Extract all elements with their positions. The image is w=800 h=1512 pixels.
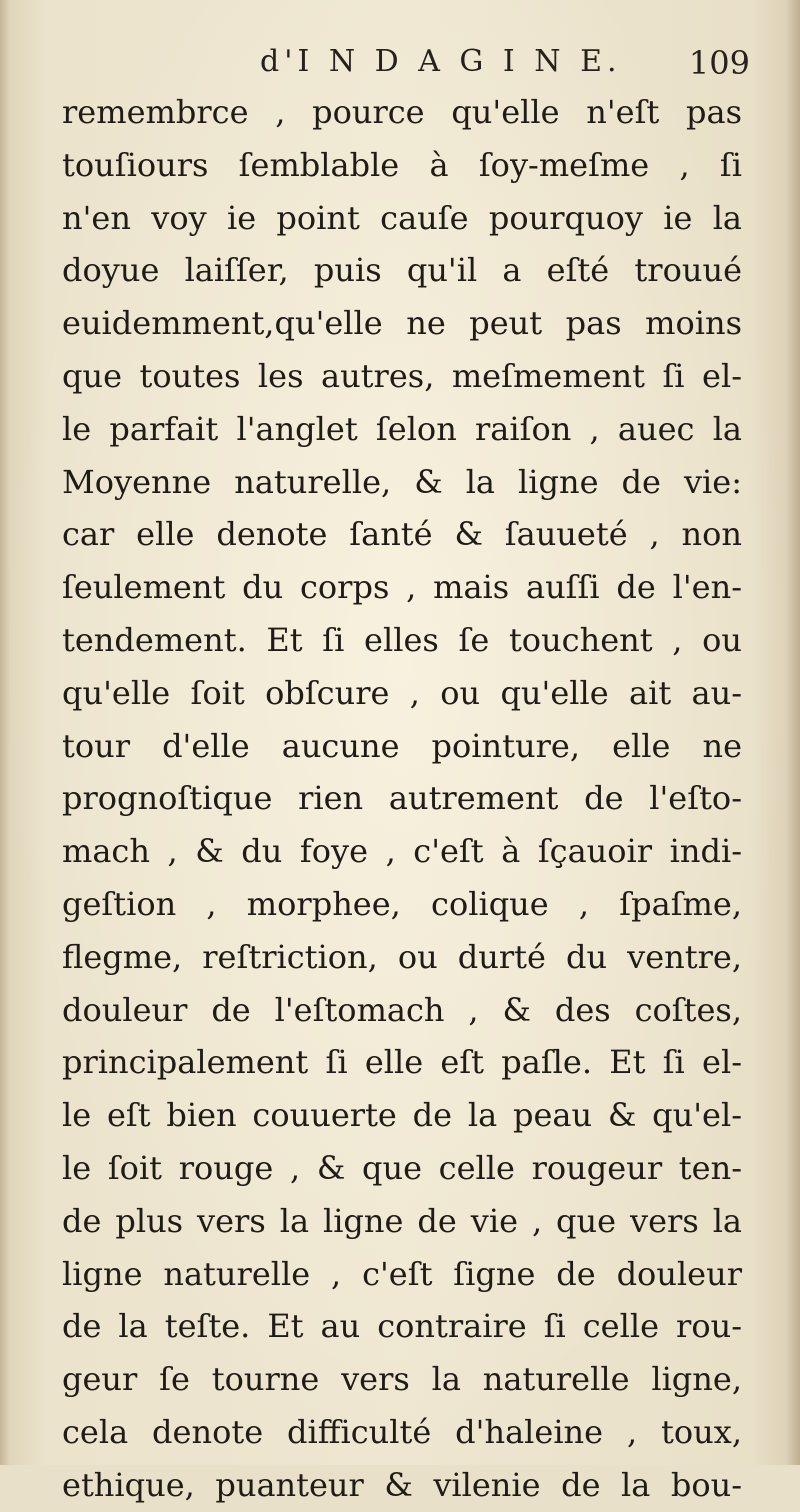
text-line: tendement. Et ſi elles ſe touchent , ou	[62, 620, 742, 659]
text-line: qu'elle ſoit obſcure , ou qu'elle ait au-	[62, 673, 742, 712]
text-line: de plus vers la ligne de vie , que vers la	[62, 1201, 742, 1240]
text-line: geſtion , morphee, colique , ſpaſme,	[62, 884, 742, 923]
running-title: d'I N D A G I N E.	[260, 44, 622, 79]
text-line: le eſt bien couuerte de la peau & qu'el-	[62, 1096, 742, 1135]
text-line: ethique, puanteur & vilenie de la bou-	[62, 1465, 742, 1504]
running-head	[60, 40, 750, 92]
text-line: le ſoit rouge , & que celle rougeur ten-	[62, 1148, 742, 1187]
text-line: flegme, reſtriction, ou durté du ventre,	[62, 937, 742, 976]
text-line: geur ſe tourne vers la naturelle ligne,	[62, 1360, 742, 1399]
text-line: Moyenne naturelle, & la ligne de vie:	[62, 462, 742, 501]
text-line: cela denote difficulté d'haleine , toux,	[62, 1412, 742, 1451]
text-line: euidemment,qu'elle ne peut pas moins	[62, 304, 742, 343]
text-line: le parfait l'anglet ſelon raiſon , auec la	[62, 409, 742, 448]
text-line: mach , & du foye , c'eſt à ſçauoir indi-	[62, 832, 742, 871]
page-number: 109	[688, 44, 750, 82]
page-edge-shadow-left	[0, 0, 10, 1465]
text-line: doyue laiſſer, puis qu'il a eſté trouué	[62, 251, 742, 290]
text-line: de la teſte. Et au contraire ſi celle rou-	[62, 1307, 742, 1346]
text-line: ligne naturelle , c'eſt ſigne de douleur	[62, 1254, 742, 1293]
text-line: touſiours ſemblable à ſoy-meſme , ſi	[62, 145, 742, 184]
text-line: ſeulement du corps , mais auſſi de l'en-	[62, 568, 742, 607]
text-line: principalement ſi elle eſt paſle. Et ſi el-	[62, 1043, 742, 1082]
text-line: prognoſtique rien autrement de l'eſto-	[62, 779, 742, 818]
text-line: que toutes les autres, meſmement ſi el-	[62, 356, 742, 395]
page-edge-shadow-right	[786, 0, 800, 1465]
text-line: tour d'elle aucune pointure, elle ne	[62, 726, 742, 765]
text-line: remembrce , pource qu'elle n'eſt pas	[62, 93, 742, 131]
body-text	[62, 86, 742, 1512]
text-line: n'en voy ie point cauſe pourquoy ie la	[62, 198, 742, 237]
text-line: car elle denote ſanté & ſauueté , non	[62, 515, 742, 554]
text-line: douleur de l'eſtomach , & des coſtes,	[62, 990, 742, 1029]
